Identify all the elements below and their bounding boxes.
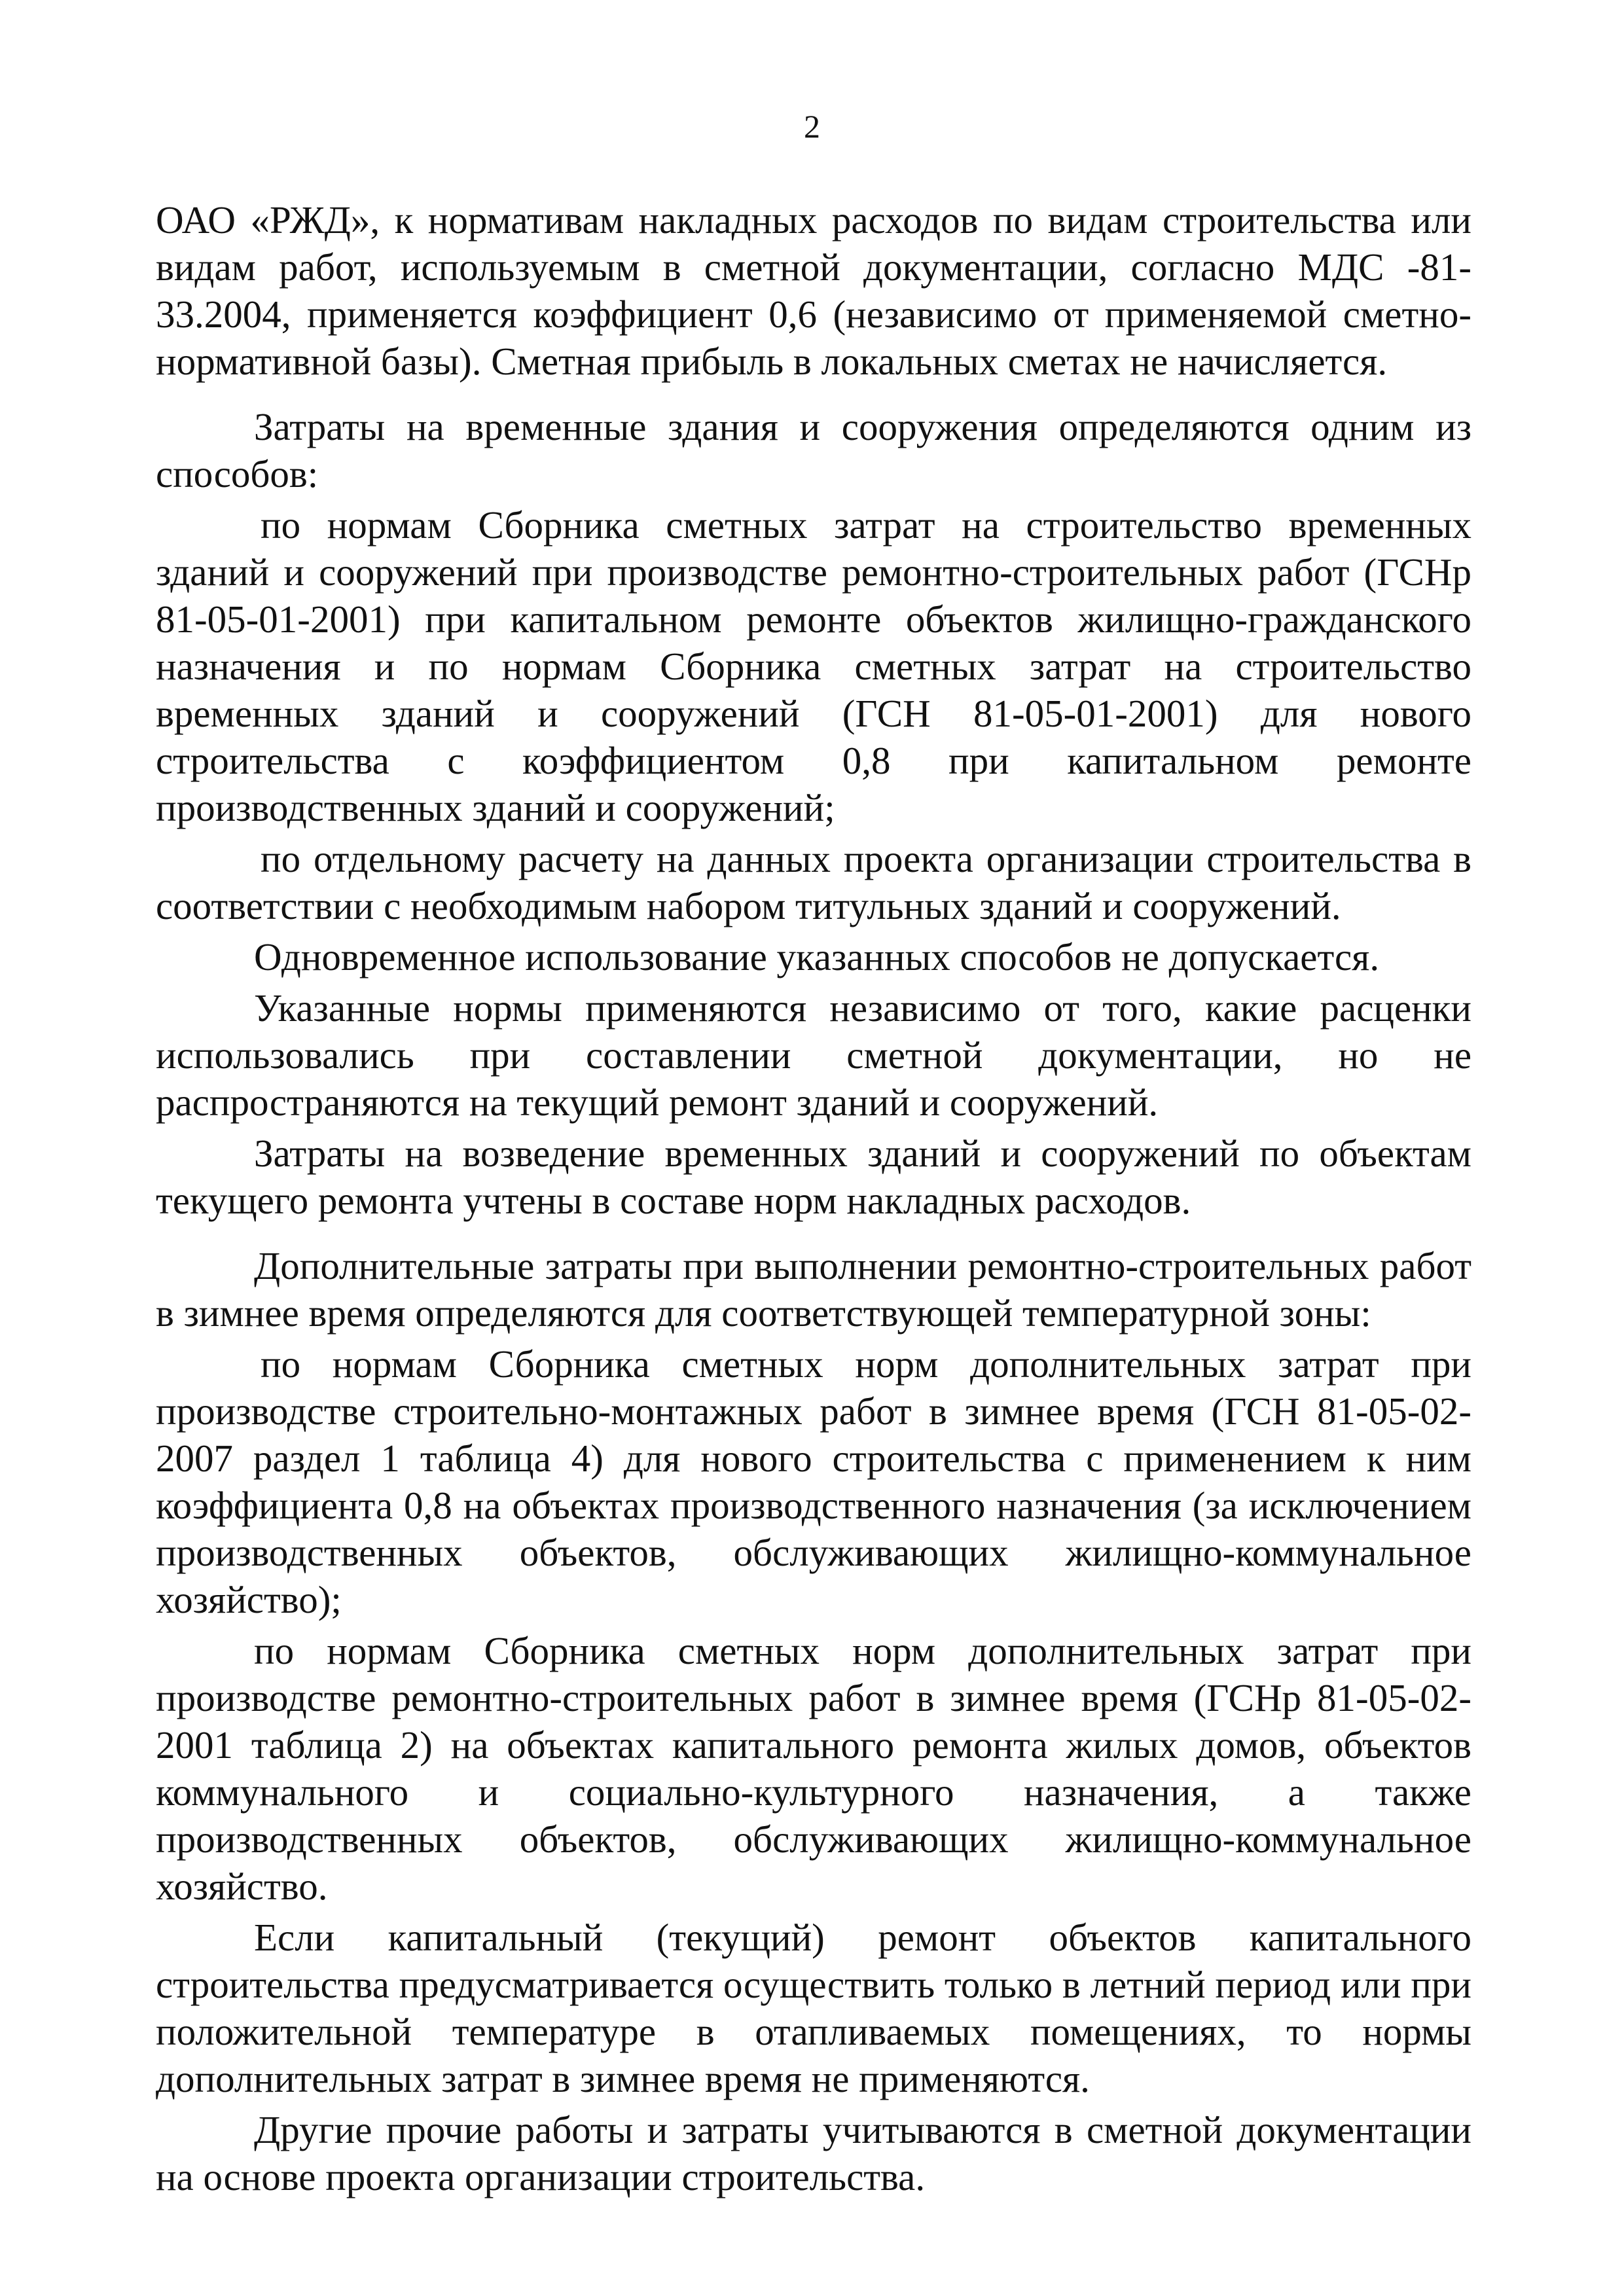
paragraph-summer-period: Если капитальный (текущий) ремонт объектов капитального строительства предусматривается осуществить только в летний период или при положительной температуре в отапливаемых помещениях, то нормы дополнительных затрат в зимнее время не применяются.	[156, 1916, 1471, 2100]
paragraph-overhead-coefficient: ОАО «РЖД», к нормативам накладных расходов по видам строительства или видам работ, используемым в сметной документации, согласно МДС -81-33.2004, применяется коэффициент 0,6 (независимо от применяемой сметно-нормативной базы). Сметная прибыль в локальных сметах не начисляется.	[156, 198, 1471, 383]
page-number: 2	[804, 108, 820, 145]
paragraph-winter-norms-repair: по нормам Сборника сметных норм дополнительных затрат при производстве ремонтно-строительных работ в зимнее время (ГСНр 81-05-02-2001 таблица 2) на объектах капитального ремонта жилых домов, объектов коммунального и социально-культурного назначения, а также производственных объектов, обслуживающих жилищно-коммунальное хозяйство.	[156, 1629, 1471, 1908]
paragraph-method-separate-calculation: по отдельному расчету на данных проекта организации строительства в соответствии с необходимым набором титульных зданий и сооружений.	[156, 837, 1471, 927]
paragraph-winter-costs-intro: Дополнительные затраты при выполнении ремонтно-строительных работ в зимнее время определяются для соответствующей температурной зоны:	[156, 1244, 1471, 1335]
paragraph-method-norms: по нормам Сборника сметных затрат на строительство временных зданий и сооружений при производстве ремонтно-строительных работ (ГСНр 81-05-01-2001) при капитальном ремонте объектов жилищно-гражданского назначения и по нормам Сборника сметных затрат на строительство временных зданий и сооружений (ГСН 81-05-01-2001) для нового строительства с коэффициентом 0,8 при капитальном ремонте производственных зданий и сооружений;	[156, 503, 1471, 829]
paragraph-other-costs: Другие прочие работы и затраты учитываются в сметной документации на основе проекта организации строительства.	[156, 2108, 1471, 2198]
paragraph-temporary-buildings-intro: Затраты на временные здания и сооружения определяются одним из способов:	[156, 405, 1471, 495]
paragraph-current-repair-costs: Затраты на возведение временных зданий и сооружений по объектам текущего ремонта учтены в составе норм накладных расходов.	[156, 1132, 1471, 1222]
paragraph-norms-applicability: Указанные нормы применяются независимо от того, какие расценки использовались при составлении сметной документации, но не распространяются на текущий ремонт зданий и сооружений.	[156, 986, 1471, 1124]
paragraph-methods-not-combined: Одновременное использование указанных способов не допускается.	[254, 935, 1380, 978]
paragraph-winter-norms-new-construction: по нормам Сборника сметных норм дополнительных затрат при производстве строительно-монтажных работ в зимнее время (ГСН 81-05-02-2007 раздел 1 таблица 4) для нового строительства с применением к ним коэффициента 0,8 на объектах производственного назначения (за исключением производственных объектов, обслуживающих жилищно-коммунальное хозяйство);	[156, 1342, 1471, 1621]
document-body	[156, 196, 1471, 2200]
